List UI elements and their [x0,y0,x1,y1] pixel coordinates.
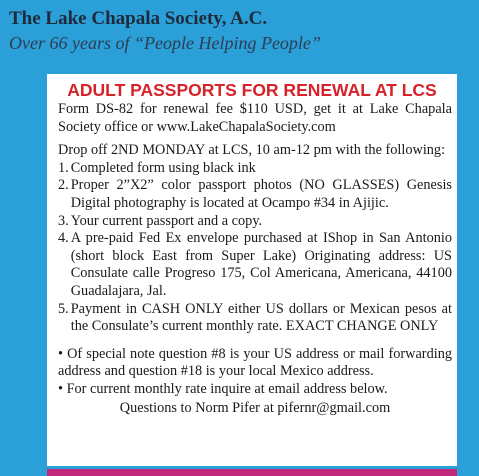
list-item-text: Proper 2”X2” color passport photos (NO GLASSES) Genesis Digital photography is located at Ocampo #34 in Ajijic. [70,177,452,211]
list-item [58,160,452,178]
special-note-questions: • Of special note question #8 is your US address or mail forwarding address and question #18 is your local Mexico address. [58,345,452,380]
list-item [58,213,452,231]
special-notes [58,346,452,399]
list-item-text: Completed form using black ink [70,159,256,176]
list-item [58,230,452,300]
passport-notice-card [47,74,457,466]
society-tagline: Over 66 years of “People Helping People” [9,33,321,53]
list-item-number: 1. [58,159,69,176]
notice-intro: Form DS-82 for renewal fee $110 USD, get it at Lake Chapala Society office or www.LakeChapalaSociety.com [58,101,452,135]
list-item-text: Payment in CASH ONLY either US dollars or Mexican pesos at the Consulate’s current monthly rate. EXACT CHANGE ONLY [70,300,452,335]
requirements-list [58,160,452,336]
dropoff-instructions: Drop off 2ND MONDAY at LCS, 10 am-12 pm with the following: [58,142,446,159]
contact-line: Questions to Norm Pifer at pifernr@gmail.com [119,399,391,416]
list-item-text: Your current passport and a copy. [70,212,263,229]
list-item-number: 4. [58,230,69,247]
list-item-number: 3. [58,212,69,229]
bottom-divider-bar [47,469,457,476]
list-item [58,177,452,212]
list-item [58,301,452,336]
list-item-number: 5. [58,300,69,317]
list-item-text: A pre-paid Fed Ex envelope purchased at IShop in San Antonio (short block East from Super Lake) Originating address: US Consulate calle Progreso 175, Col Americana, Americana, 44100 Guadalajara, Jal. [70,230,452,299]
society-name: The Lake Chapala Society, A.C. [9,8,268,29]
list-item-number: 2. [58,177,69,194]
notice-title: ADULT PASSPORTS FOR RENEWAL AT LCS [67,80,437,100]
special-note-rate: • For current monthly rate inquire at email address below. [58,380,388,397]
